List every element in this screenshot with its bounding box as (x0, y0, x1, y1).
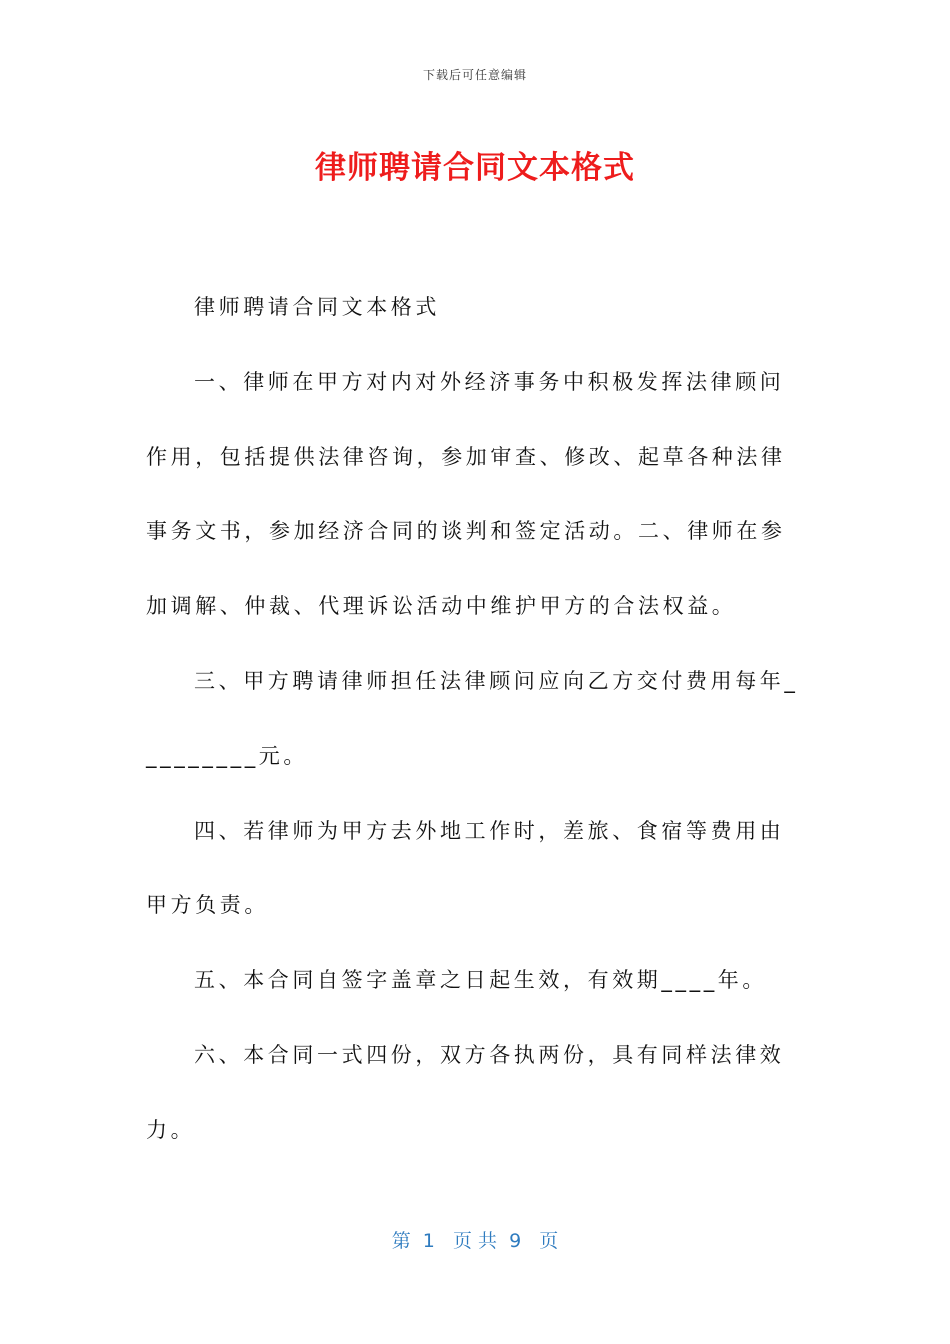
paragraph-clause-1-2: 一、律师在甲方对内对外经济事务中积极发挥法律顾问作用，包括提供法律咨询，参加审查、修改、起草各种法律事务文书，参加经济合同的谈判和签定活动。二、律师在参加调解、仲裁、代理诉讼活动中维护甲方的合法权益。 (146, 369, 786, 619)
document-body (146, 270, 806, 1168)
paragraph-clause-6: 六、本合同一式四份，双方各执两份，具有同样法律效力。 (146, 1042, 785, 1142)
page-number-footer: 第 1 页 共 9 页 (391, 1230, 559, 1252)
header-note: 下载后可任意编辑 (422, 68, 527, 82)
paragraph-clause-4: 四、若律师为甲方去外地工作时，差旅、食宿等费用由甲方负责。 (146, 818, 785, 918)
document-title: 律师聘请合同文本格式 (315, 150, 635, 186)
paragraph-clause-5: 五、本合同自签字盖章之日起生效，有效期____年。 (194, 968, 767, 993)
paragraph-heading: 律师聘请合同文本格式 (194, 295, 440, 319)
paragraph-clause-3: 三、甲方聘请律师担任法律顾问应向乙方交付费用每年_________元。 (146, 668, 799, 768)
